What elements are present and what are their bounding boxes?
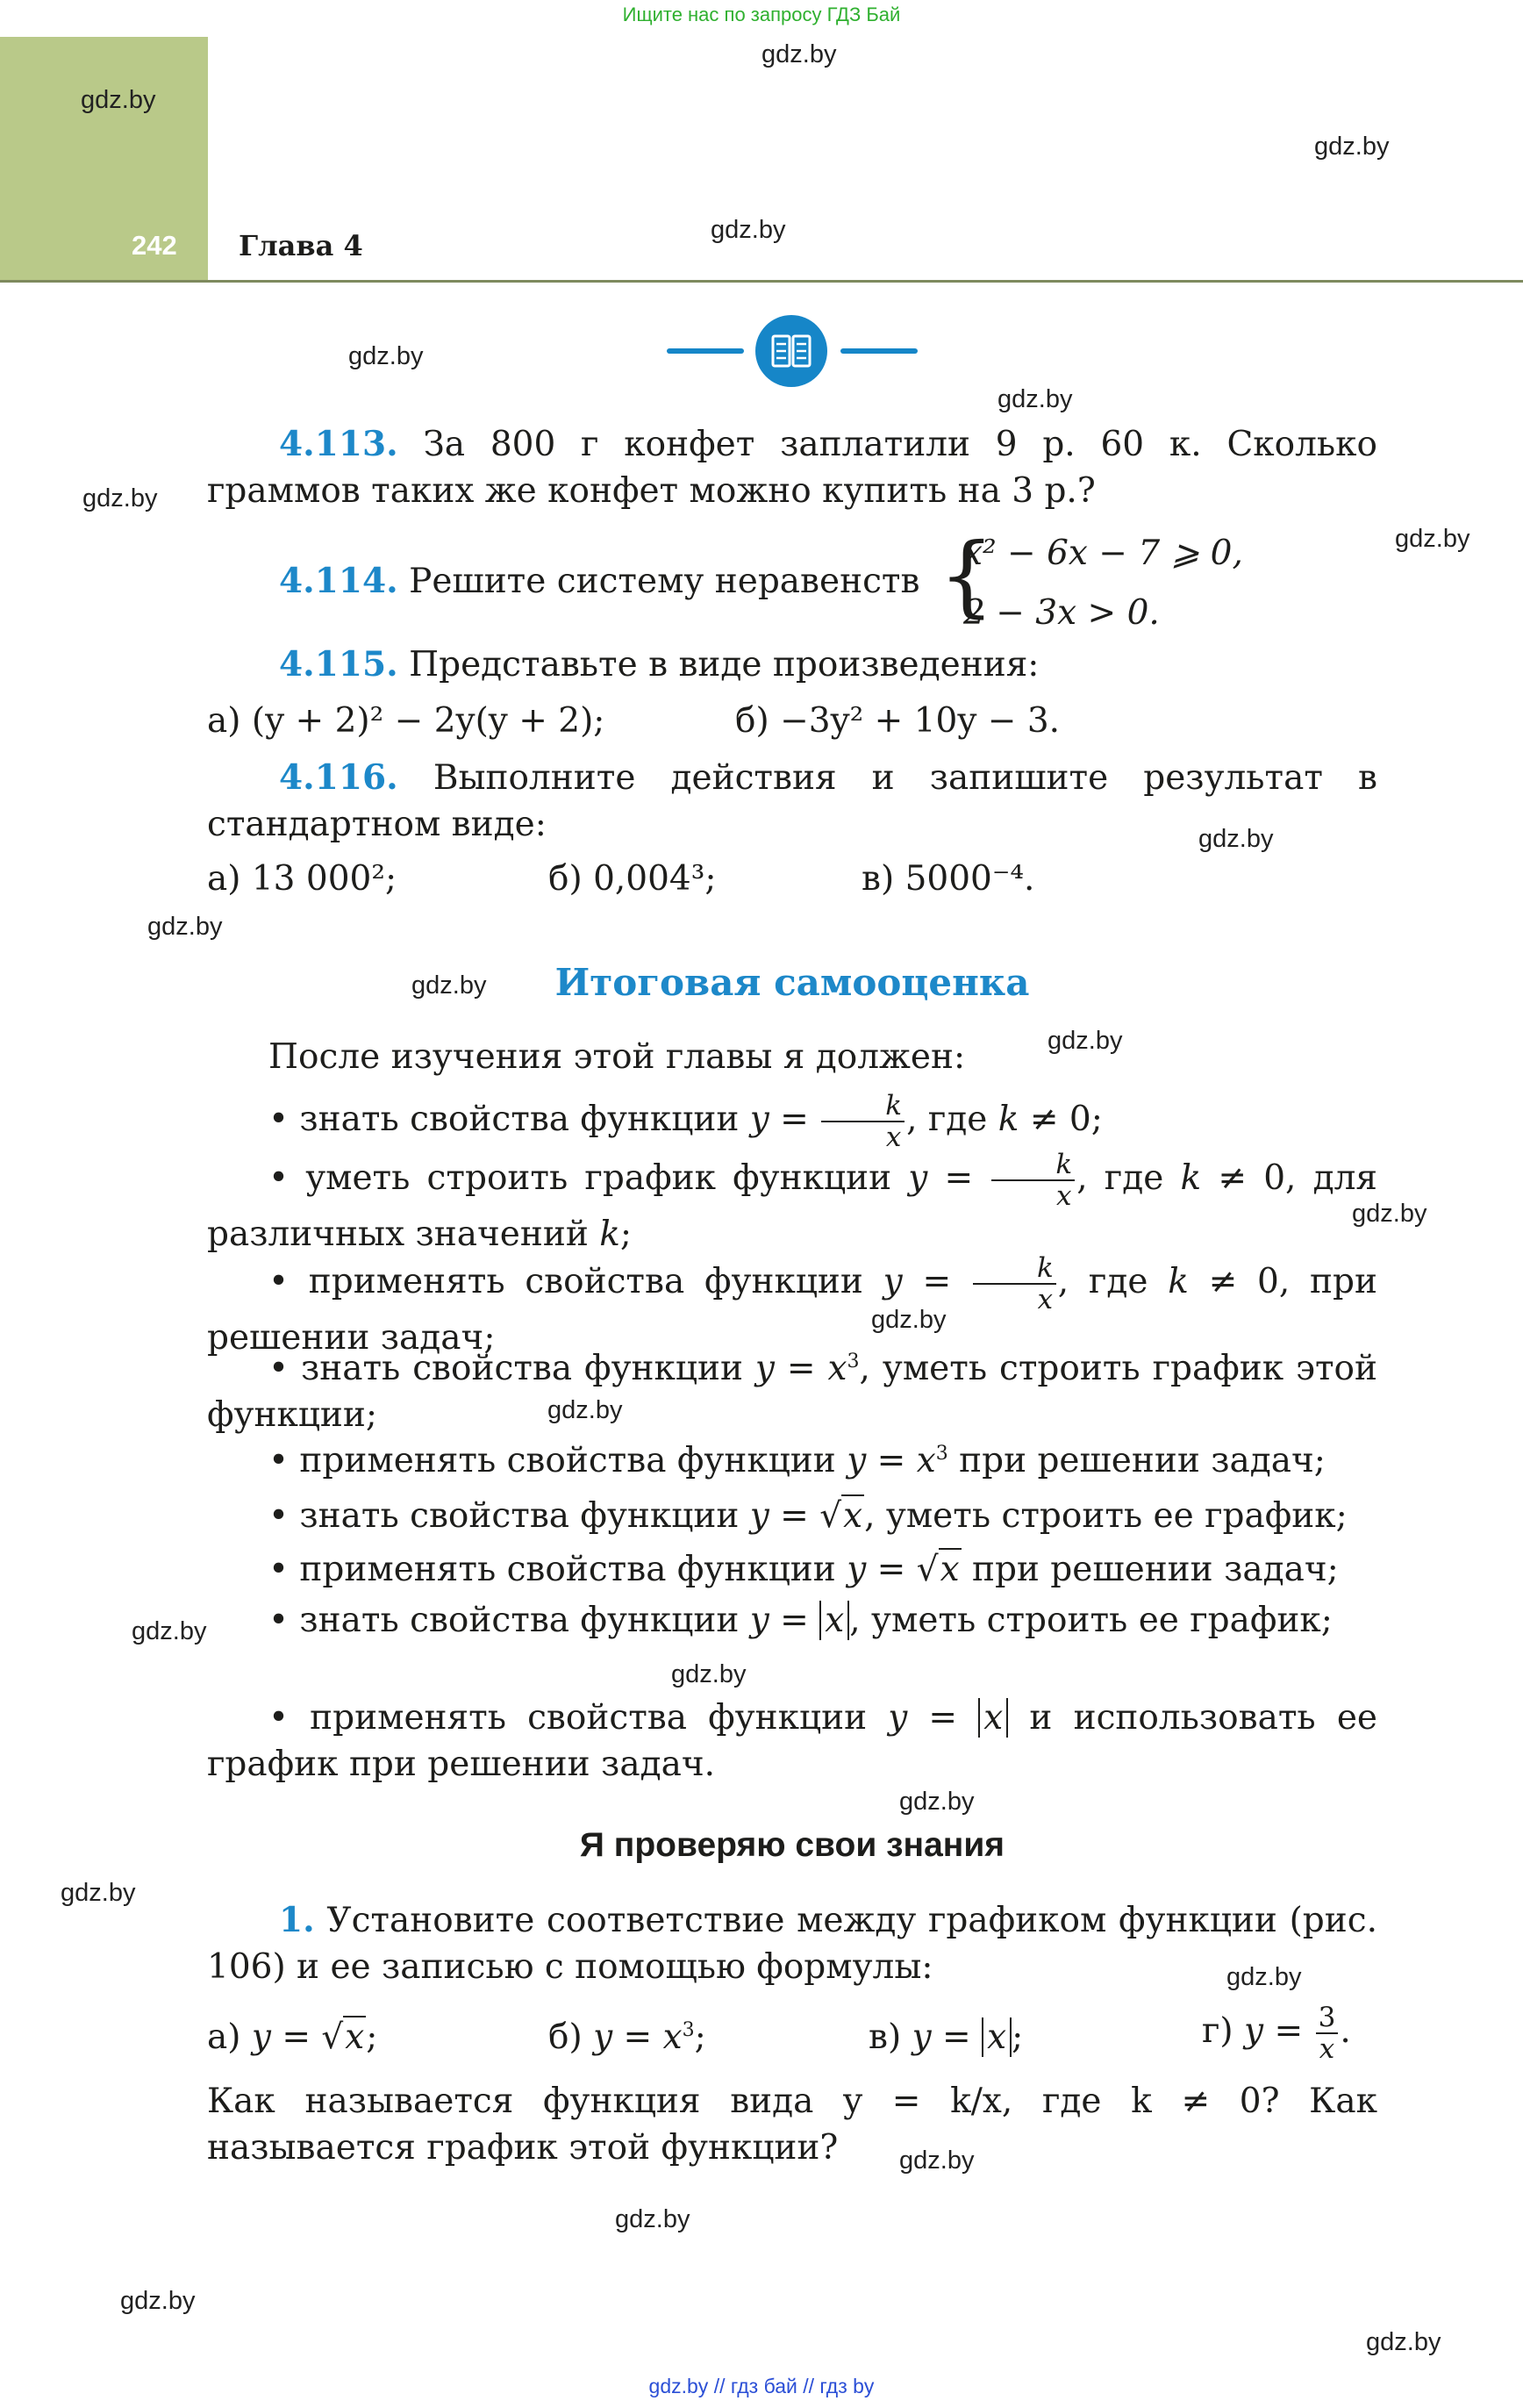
watermark: gdz.by xyxy=(547,1396,623,1424)
section-title-self-assessment: Итоговая самооценка xyxy=(554,961,1030,1004)
bullet-item: • применять свойства функции y = x и использовать ее график при решении задач. xyxy=(207,1698,1377,1784)
option-c: в) y = x ; xyxy=(869,2017,1024,2057)
watermark: gdz.by xyxy=(348,342,424,370)
option-d: г) y = $\frac{3}{x}$ . xyxy=(1202,2002,1351,2065)
watermark: gdz.by xyxy=(1352,1200,1427,1228)
inequality-line-2: 2 − 3x > 0. xyxy=(963,593,1160,633)
watermark: gdz.by xyxy=(997,385,1073,413)
question-text: Установите соответствие между графиком функции (рис. 106) и ее записью с помощью формулы: xyxy=(207,1901,1377,1987)
bullet-item: • знать свойства функции y = x , уметь строить ее график; xyxy=(268,1601,1333,1640)
exercise-4-116 xyxy=(207,755,1377,848)
exercise-number: 4.113. xyxy=(279,424,398,464)
exercise-number: 4.115. xyxy=(279,644,398,684)
watermark: gdz.by xyxy=(899,1788,975,1816)
option-b: б) $y = x^3$; xyxy=(548,2017,706,2057)
chapter-title: Глава 4 xyxy=(239,229,363,262)
header-rule xyxy=(0,280,1523,283)
watermark: gdz.by xyxy=(899,2146,975,2175)
exercise-4-116-c: в) 5000⁻⁴. xyxy=(862,859,1035,899)
divider-line-left xyxy=(667,348,744,354)
watermark: gdz.by xyxy=(411,971,487,1000)
watermark: gdz.by xyxy=(132,1617,207,1645)
bullet-item: • применять свойства функции $y = x^3$ при решении задач; xyxy=(268,1441,1326,1480)
option-a: а) y = √x; xyxy=(207,2017,378,2057)
top-note: Ищите нас по запросу ГДЗ Бай xyxy=(622,4,901,25)
watermark: gdz.by xyxy=(762,40,837,68)
exercise-text: За 800 г конфет заплатили 9 р. 60 к. Сколько граммов таких же конфет можно купить на 3 р.? xyxy=(207,425,1377,511)
watermark: gdz.by xyxy=(871,1306,947,1334)
exercise-text: Представьте в виде произведения: xyxy=(409,645,1040,684)
watermark: gdz.by xyxy=(147,913,223,941)
watermark: gdz.by xyxy=(81,86,156,114)
watermark: gdz.by xyxy=(61,1879,136,1907)
bullet-item: • знать свойства функции $y = x^3$, уметь строить график этой функции; xyxy=(207,1349,1377,1435)
exercise-4-114 xyxy=(279,558,946,605)
watermark: gdz.by xyxy=(1314,133,1390,161)
question-number: 1. xyxy=(279,1900,315,1940)
bullet-item: • уметь строить график функции y = $\frac{k}{x}$ , где k ≠ 0, для различных значений k; xyxy=(207,1149,1377,1254)
inequality-line-1: x² − 6x − 7 ⩾ 0, xyxy=(963,534,1243,573)
watermark: gdz.by xyxy=(1366,2328,1441,2356)
question-1-followup: Как называется функция вида y = k/x, где k ≠ 0? Как называется график этой функции? xyxy=(207,2082,1377,2168)
exercise-4-116-b: б) 0,004³; xyxy=(548,859,717,899)
page-number: 242 xyxy=(132,230,177,261)
watermark: gdz.by xyxy=(1048,1027,1123,1055)
exercise-number: 4.116. xyxy=(279,757,398,798)
exercise-4-115 xyxy=(207,641,1377,688)
watermark: gdz.by xyxy=(1198,825,1274,853)
exercise-4-113 xyxy=(207,421,1377,514)
watermark: gdz.by xyxy=(711,216,786,244)
system-brace: { xyxy=(939,524,995,627)
watermark: gdz.by xyxy=(82,484,158,512)
bullet-item: • применять свойства функции y = √x при решении задач; xyxy=(268,1550,1339,1589)
bullet-item: • знать свойства функции y = √x, уметь строить ее график; xyxy=(268,1496,1348,1536)
watermark: gdz.by xyxy=(671,1660,747,1688)
exercise-text: Решите систему неравенств xyxy=(409,562,920,601)
self-assessment-intro: После изучения этой главы я должен: xyxy=(268,1037,966,1077)
exercise-4-115-a: а) (y + 2)² − 2y(y + 2); xyxy=(207,701,605,741)
book-icon xyxy=(755,315,827,387)
exercise-4-116-a: а) 13 000²; xyxy=(207,859,397,899)
question-1 xyxy=(207,1897,1377,1990)
exercise-text: Выполните действия и запишите результат в стандартном виде: xyxy=(207,758,1377,844)
watermark: gdz.by xyxy=(615,2205,690,2233)
footer-links[interactable]: gdz.by // гдз бай // гдз by xyxy=(648,2375,875,2397)
divider-line-right xyxy=(840,348,918,354)
exercise-number: 4.114. xyxy=(279,561,398,601)
watermark: gdz.by xyxy=(1395,525,1470,553)
watermark: gdz.by xyxy=(1226,1963,1302,1991)
section-title-check: Я проверяю свои знания xyxy=(579,1826,1005,1864)
watermark: gdz.by xyxy=(120,2287,196,2315)
bullet-item: • знать свойства функции y = $\frac{k}{x}$ , где k ≠ 0; xyxy=(268,1090,1103,1153)
exercise-4-115-b: б) −3y² + 10y − 3. xyxy=(735,701,1061,741)
bullet-item: • применять свойства функции y = $\frac{k}{x}$ , где k ≠ 0, при решении задач; xyxy=(207,1252,1377,1358)
